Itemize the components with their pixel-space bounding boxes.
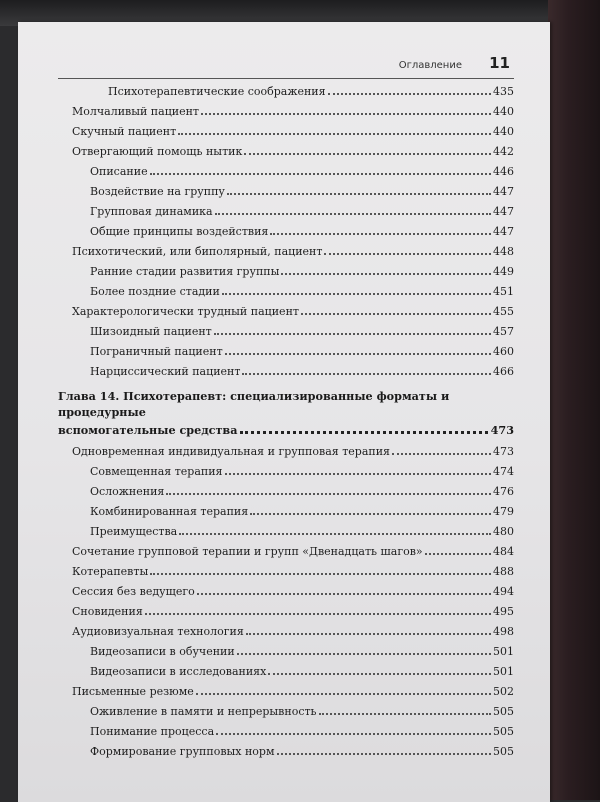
leader-dots (281, 273, 491, 275)
toc-entry (58, 718, 514, 738)
toc-entry-page: 502 (493, 685, 514, 698)
toc-entry (58, 578, 514, 598)
leader-dots (150, 573, 491, 575)
toc-entry-page: 447 (493, 205, 514, 218)
toc-entry (58, 698, 514, 718)
toc-entry-page: 495 (493, 605, 514, 618)
leader-dots (201, 113, 491, 115)
leader-dots (244, 153, 491, 155)
toc-entry-title: Сновидения (72, 605, 143, 618)
toc-entry (58, 358, 514, 378)
toc-entry (58, 298, 514, 318)
leader-dots (214, 333, 491, 335)
toc-entry-page: 488 (493, 565, 514, 578)
leader-dots (242, 373, 491, 375)
leader-dots (319, 713, 491, 715)
toc-entry-page: 447 (493, 185, 514, 198)
toc-entry-page: 440 (493, 105, 514, 118)
toc-entry (58, 538, 514, 558)
toc-entry (58, 558, 514, 578)
toc-entry (58, 318, 514, 338)
toc-entry-page: 484 (493, 545, 514, 558)
toc-entry-title: Видеозаписи в обучении (90, 645, 235, 658)
toc-entry-title: Общие принципы воздействия (90, 225, 269, 238)
toc-entry-title: Формирование групповых норм (90, 745, 275, 758)
toc-entry-page: 446 (493, 165, 514, 178)
toc-entry-title: Пограничный пациент (90, 345, 223, 358)
toc-entry-title: Воздействие на группу (90, 185, 225, 198)
running-header-section: Оглавление (398, 60, 462, 71)
toc-entry (58, 438, 514, 458)
toc-entry (58, 598, 514, 618)
toc-entry-page: 466 (493, 365, 514, 378)
toc-entry (58, 258, 514, 278)
toc-entry-title: Осложнения (90, 485, 165, 498)
toc-entry-page: 451 (493, 285, 514, 298)
toc-entry (58, 458, 514, 478)
leader-dots (270, 233, 491, 235)
toc-entry-title: Сочетание групповой терапии и групп «Двенадцать шагов» (72, 545, 423, 558)
toc-entry-title: Совмещенная терапия (90, 465, 223, 478)
toc-entry-page: 474 (493, 465, 514, 478)
running-header (58, 54, 514, 79)
table-of-contents (58, 78, 514, 758)
chapter-page: 473 (490, 423, 514, 437)
toc-entry-title: Видеозаписи в исследованиях (90, 665, 267, 678)
toc-entry-title: Одновременная индивидуальная и групповая терапия (72, 445, 390, 458)
toc-entry (58, 278, 514, 298)
toc-entry (58, 98, 514, 118)
toc-entry-page: 494 (493, 585, 514, 598)
leader-dots (150, 173, 491, 175)
toc-entry-title: Сессия без ведущего (72, 585, 195, 598)
toc-entry-title: Письменные резюме (72, 685, 194, 698)
toc-entry (58, 518, 514, 538)
toc-entry (58, 658, 514, 678)
leader-dots (197, 593, 491, 595)
toc-entry (58, 498, 514, 518)
leader-dots (240, 431, 487, 434)
leader-dots (277, 753, 491, 755)
toc-list-bottom (58, 438, 514, 758)
toc-entry-page: 442 (493, 145, 514, 158)
book-spine-shadow (548, 0, 600, 800)
leader-dots (178, 133, 491, 135)
toc-entry (58, 198, 514, 218)
leader-dots (225, 353, 491, 355)
toc-entry-title: Характерологически трудный пациент (72, 305, 299, 318)
toc-entry-page: 501 (493, 665, 514, 678)
toc-entry (58, 238, 514, 258)
toc-entry (58, 138, 514, 158)
toc-entry-title: Групповая динамика (90, 205, 213, 218)
toc-entry (58, 738, 514, 758)
toc-entry-page: 455 (493, 305, 514, 318)
page-number: 11 (489, 54, 510, 72)
leader-dots (215, 213, 491, 215)
toc-entry-title: Скучный пациент (72, 125, 177, 138)
leader-dots (145, 613, 491, 615)
toc-entry-title: Шизоидный пациент (90, 325, 212, 338)
toc-entry-title: Комбинированная терапия (90, 505, 249, 518)
leader-dots (392, 453, 491, 455)
leader-dots (246, 633, 491, 635)
leader-dots (324, 253, 491, 255)
toc-entry-page: 501 (493, 645, 514, 658)
toc-entry-title: Описание (90, 165, 148, 178)
leader-dots (425, 553, 491, 555)
toc-entry (58, 118, 514, 138)
leader-dots (237, 653, 491, 655)
toc-entry-page: 447 (493, 225, 514, 238)
toc-entry-title: Котерапевты (72, 565, 149, 578)
toc-entry-page: 435 (493, 85, 514, 98)
chapter-heading (58, 388, 514, 438)
toc-entry-page: 473 (493, 445, 514, 458)
toc-entry-title: Преимущества (90, 525, 178, 538)
toc-entry-title: Оживление в памяти и непрерывность (90, 705, 317, 718)
leader-dots (268, 673, 491, 675)
chapter-title-line1: Глава 14. Психотерапевт: специализированные форматы и процедурные (58, 389, 450, 419)
toc-entry (58, 678, 514, 698)
toc-entry (58, 78, 514, 98)
toc-entry (58, 338, 514, 358)
leader-dots (179, 533, 491, 535)
toc-entry-page: 440 (493, 125, 514, 138)
leader-dots (225, 473, 492, 475)
toc-entry-title: Отвергающий помощь нытик (72, 145, 243, 158)
toc-entry-title: Ранние стадии развития группы (90, 265, 280, 278)
toc-entry-title: Более поздние стадии (90, 285, 220, 298)
leader-dots (227, 193, 491, 195)
toc-entry-page: 505 (493, 705, 514, 718)
leader-dots (328, 93, 491, 95)
toc-entry-page: 479 (493, 505, 514, 518)
toc-entry-page: 476 (493, 485, 514, 498)
toc-list-top (58, 78, 514, 378)
chapter-title-line2: вспомогательные средства (58, 423, 238, 437)
toc-entry-title: Психотический, или биполярный, пациент (72, 245, 323, 258)
toc-entry (58, 178, 514, 198)
toc-entry-title: Аудиовизуальная технология (72, 625, 244, 638)
leader-dots (222, 293, 491, 295)
toc-entry-title: Молчаливый пациент (72, 105, 200, 118)
book-page (18, 22, 550, 802)
toc-entry-page: 460 (493, 345, 514, 358)
toc-entry-page: 449 (493, 265, 514, 278)
leader-dots (301, 313, 491, 315)
toc-entry-title: Психотерапевтические соображения (108, 85, 326, 98)
toc-entry-page: 505 (493, 725, 514, 738)
leader-dots (250, 513, 491, 515)
leader-dots (216, 733, 491, 735)
toc-entry (58, 158, 514, 178)
toc-entry (58, 618, 514, 638)
toc-entry-page: 480 (493, 525, 514, 538)
toc-entry-title: Нарциссический пациент (90, 365, 241, 378)
leader-dots (166, 493, 491, 495)
toc-entry-title: Понимание процесса (90, 725, 215, 738)
toc-entry-page: 498 (493, 625, 514, 638)
toc-entry (58, 478, 514, 498)
toc-entry (58, 638, 514, 658)
toc-entry-page: 448 (493, 245, 514, 258)
toc-entry-page: 505 (493, 745, 514, 758)
toc-entry-page: 457 (493, 325, 514, 338)
toc-entry (58, 218, 514, 238)
leader-dots (196, 693, 491, 695)
chapter-title-row2 (58, 420, 514, 438)
